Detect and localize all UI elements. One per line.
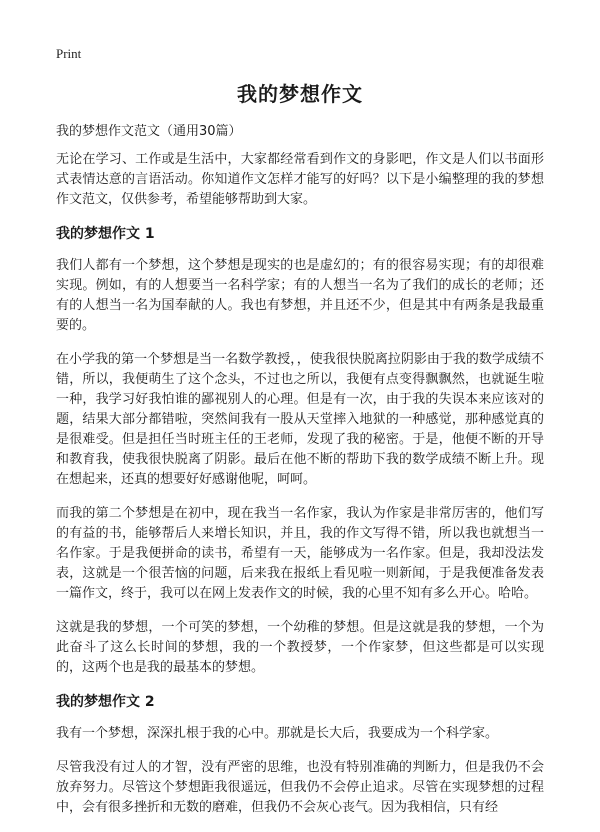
paragraph: 在小学我的第一个梦想是当一名数学教授，，使我很快脱离拉阴影由于我的数学成绩不错，所以，我便萌生了这个念头，不过也之所以，我便有点变得飘飘然，也就诞生啦一种，我学习好我怕谁的鄙视别人的心理。但是有一次，由于我的失误本来应该对的题，结果大部分都错啦，突然间我有一股从天堂摔入地狱的一种感觉，那种感觉真的是很难受。但是担任当时班主任的王老师，发现了我的秘密。于是，他便不断的开导和教育我，使我很快脱离了阴影。最后在他不断的帮助下我的数学成绩不断上升。现在想起来，还真的想要好好感谢他呢，呵呵。 (56, 352, 544, 487)
section-heading: 我的梦想作文 2 (56, 694, 155, 710)
paragraph: 而我的第二个梦想是在初中，现在我当一名作家，我认为作家是非常厉害的，他们写的有益的书，能够帮后人来增长知识，并且，我的作文写得不错，所以我也就想当一名作家。于是我便拼命的读书，希望有一天，能够成为一名作家。但是，我却没法发表，这就是一个很苦恼的问题，后来我在报纸上看见啦一则新闻，于是我便准备发表一篇作文，终于，我可以在网上发表作文的时候，我的心里不知有多么开心。哈哈。 (56, 506, 544, 601)
section-heading: 我的梦想作文 1 (56, 226, 155, 242)
paragraph: 这就是我的梦想，一个可笑的梦想，一个幼稚的梦想。但是这就是我的梦想，一个为此奋斗了这么长时间的梦想，我的一个教授梦，一个作家梦，但这些都是可以实现的，这两个也是我的最基本的梦想。 (56, 620, 544, 675)
article-subtitle: 我的梦想作文范文（通用30篇） (56, 124, 242, 139)
page-title: 我的梦想作文 (237, 82, 363, 106)
paragraph: 我们人都有一个梦想，这个梦想是现实的也是虚幻的；有的很容易实现；有的却很难实现。例如，有的人想要当一名科学家；有的人想当一名为了我们的成长的老师；还有的人想当一名为国奉献的人。我也有梦想，并且还不少，但是其中有两条是我最重要的。 (56, 258, 544, 333)
paragraph: 尽管我没有过人的才智，没有严密的思维，也没有特别准确的判断力，但是我仍不会放弃努力。尽管这个梦想距我很遥远，但我仍不会停止追求。尽管在实现梦想的过程中，会有很多挫折和无数的磨难，但我仍不会灰心丧气。因为我相信，只有经 (56, 760, 544, 815)
paragraph: 我有一个梦想，深深扎根于我的心中。那就是长大后，我要成为一个科学家。 (56, 726, 499, 741)
print-link[interactable]: Print (56, 46, 82, 61)
intro-paragraph: 无论在学习、工作或是生活中，大家都经常看到作文的身影吧，作文是人们以书面形式表情达意的言语活动。你知道作文怎样才能写的好吗？以下是小编整理的我的梦想作文范文，仅供参考，希望能够帮助到大家。 (56, 152, 544, 207)
article-body (56, 150, 544, 832)
